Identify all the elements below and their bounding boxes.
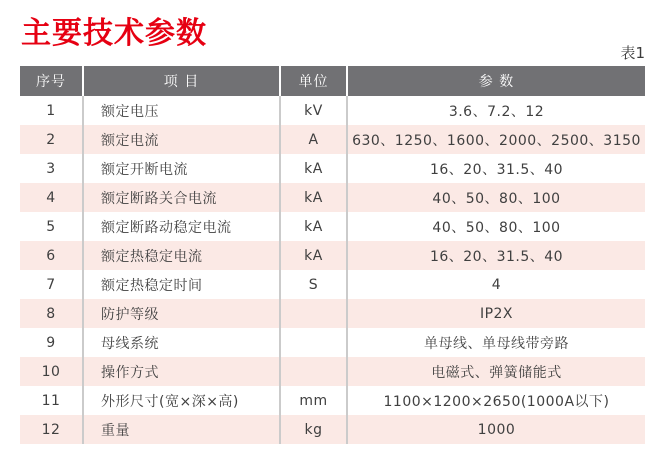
table-header-row xyxy=(20,66,645,96)
table-row xyxy=(20,241,645,270)
cell-unit xyxy=(280,328,347,357)
table-row xyxy=(20,96,645,125)
cell-item: 外形尺寸(宽×深×高) xyxy=(83,386,280,415)
cell-no: 4 xyxy=(20,183,83,212)
page-title: 主要技术参数 xyxy=(21,16,207,51)
parameters-table xyxy=(20,66,645,444)
table-row xyxy=(20,183,645,212)
cell-unit xyxy=(280,299,347,328)
header-cell-no: 序号 xyxy=(20,66,83,96)
cell-no: 1 xyxy=(20,96,83,125)
cell-value: 4 xyxy=(491,276,502,293)
cell-unit xyxy=(280,357,347,386)
cell-no: 11 xyxy=(20,386,83,415)
cell-value: 630、1250、1600、2000、2500、3150 xyxy=(352,132,641,149)
cell-unit: kg xyxy=(280,415,347,444)
cell-value: 3.6、7.2、12 xyxy=(448,103,545,120)
cell-item: 母线系统 xyxy=(83,328,280,357)
cell-value: 16、20、31.5、40 xyxy=(429,161,564,178)
cell-item: 重量 xyxy=(83,415,280,444)
cell-no: 6 xyxy=(20,241,83,270)
cell-item: 额定开断电流 xyxy=(83,154,280,183)
cell-value: 1000 xyxy=(477,421,516,438)
table-row xyxy=(20,386,645,415)
cell-value: 16、20、31.5、40 xyxy=(429,248,564,265)
table-row xyxy=(20,357,645,386)
cell-unit: kA xyxy=(280,154,347,183)
cell-item: 额定断路关合电流 xyxy=(83,183,280,212)
table-number-label: 表1 xyxy=(620,44,645,62)
cell-unit: mm xyxy=(280,386,347,415)
table-row xyxy=(20,154,645,183)
cell-item: 额定热稳定时间 xyxy=(83,270,280,299)
cell-unit: A xyxy=(280,125,347,154)
cell-item: 防护等级 xyxy=(83,299,280,328)
cell-value: 40、50、80、100 xyxy=(432,190,561,207)
table-row xyxy=(20,125,645,154)
cell-item: 额定断路动稳定电流 xyxy=(83,212,280,241)
header-cell-unit: 单位 xyxy=(280,66,347,96)
cell-no: 2 xyxy=(20,125,83,154)
header-cell-item: 项 目 xyxy=(83,66,280,96)
table-row xyxy=(20,212,645,241)
cell-value: 单母线、单母线带旁路 xyxy=(424,335,569,352)
cell-item: 操作方式 xyxy=(83,357,280,386)
cell-no: 12 xyxy=(20,415,83,444)
table-body xyxy=(20,96,645,444)
cell-no: 8 xyxy=(20,299,83,328)
cell-value: 40、50、80、100 xyxy=(432,219,561,236)
cell-item: 额定电流 xyxy=(83,125,280,154)
cell-unit: kA xyxy=(280,241,347,270)
cell-unit: S xyxy=(280,270,347,299)
cell-no: 9 xyxy=(20,328,83,357)
cell-value: 电磁式、弹簧储能式 xyxy=(431,364,562,381)
cell-unit: kA xyxy=(280,212,347,241)
cell-item: 额定热稳定电流 xyxy=(83,241,280,270)
cell-no: 3 xyxy=(20,154,83,183)
cell-value: 1100×1200×2650(1000A以下) xyxy=(383,393,610,410)
table-row xyxy=(20,328,645,357)
cell-no: 7 xyxy=(20,270,83,299)
table-row xyxy=(20,299,645,328)
header-cell-value: 参 数 xyxy=(347,66,645,96)
cell-value: IP2X xyxy=(479,305,514,322)
table-row xyxy=(20,415,645,444)
cell-unit: kA xyxy=(280,183,347,212)
cell-no: 5 xyxy=(20,212,83,241)
table-row xyxy=(20,270,645,299)
cell-no: 10 xyxy=(20,357,83,386)
cell-unit: kV xyxy=(280,96,347,125)
cell-item: 额定电压 xyxy=(83,96,280,125)
